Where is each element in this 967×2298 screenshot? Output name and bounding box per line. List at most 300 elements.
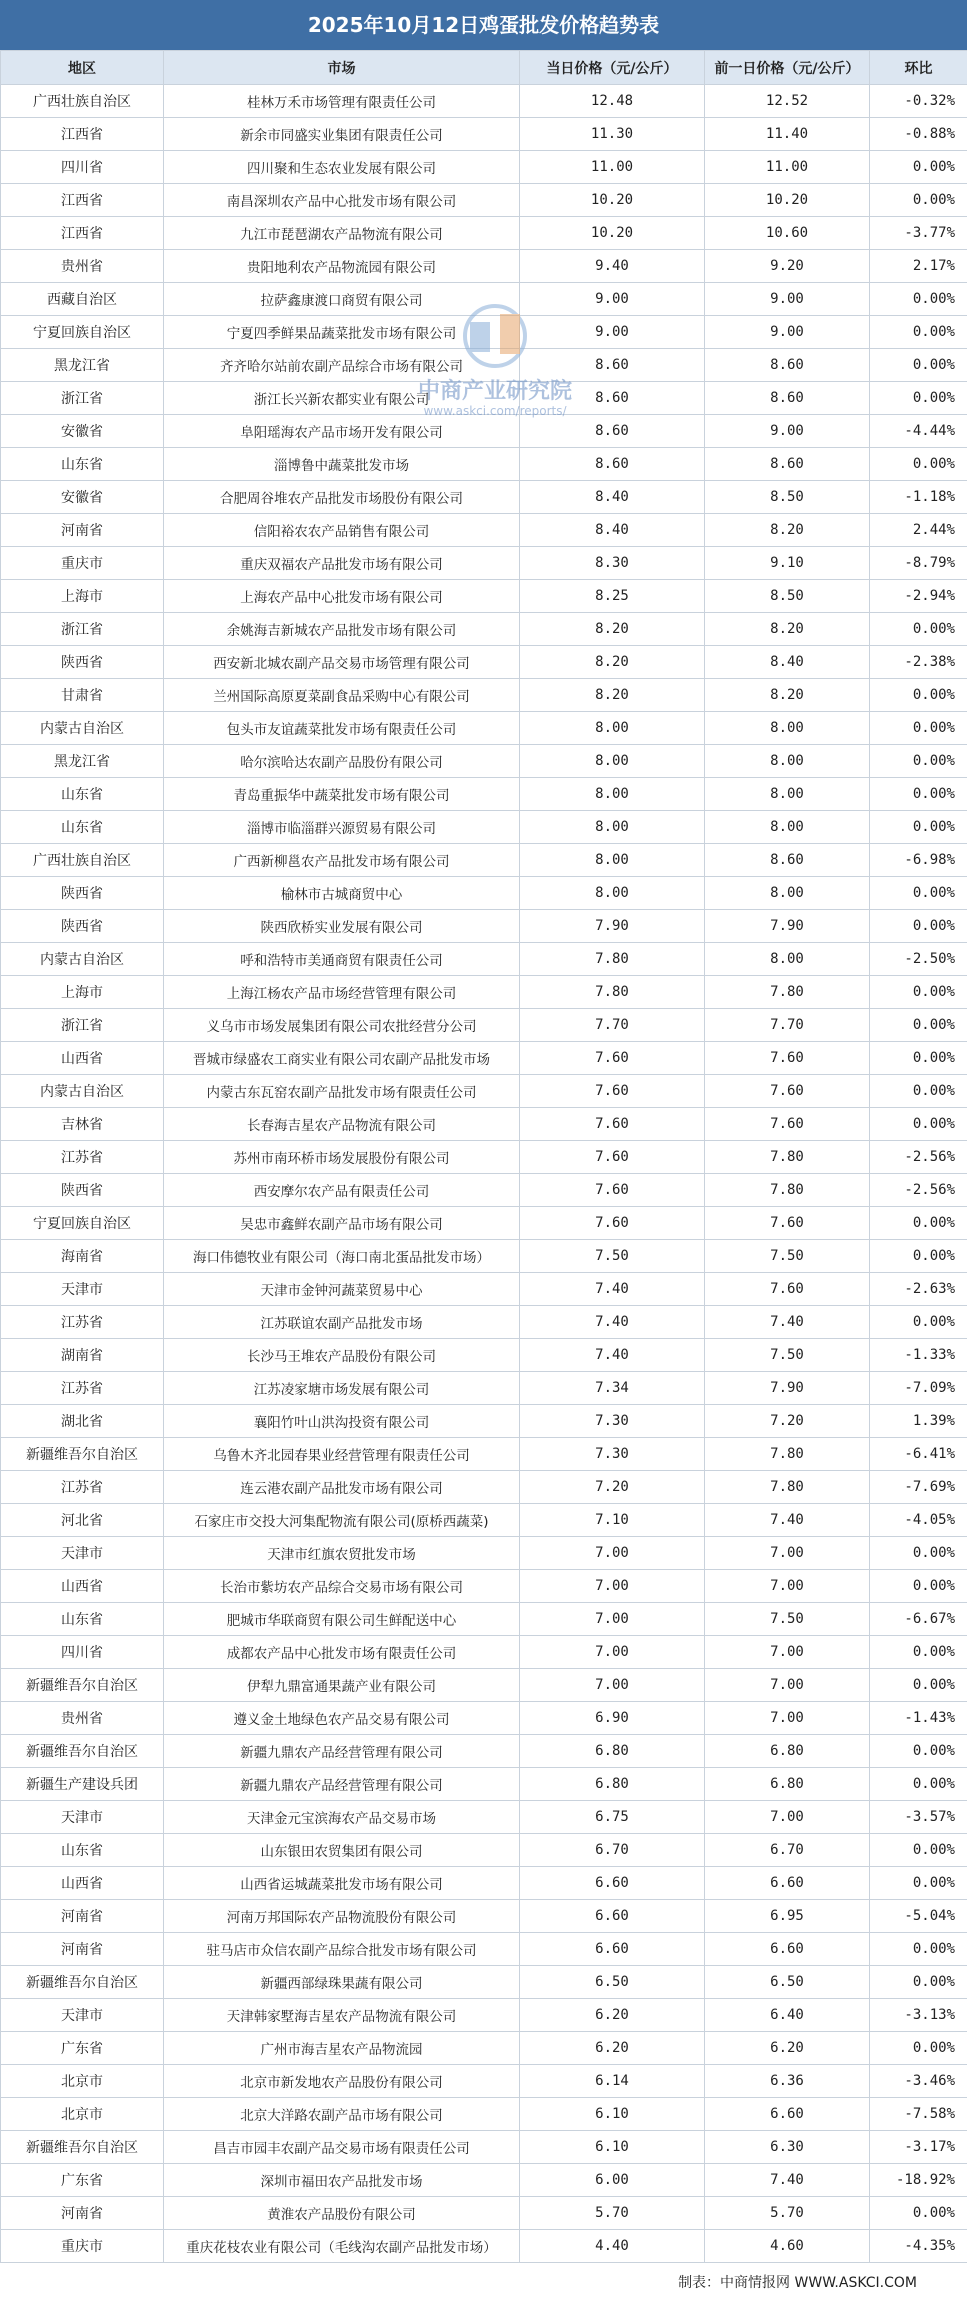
region-cell: 山东省 <box>1 448 164 481</box>
header-region: 地区 <box>1 51 164 85</box>
prev-price-cell: 7.50 <box>705 1339 870 1372</box>
today-price-cell: 7.00 <box>520 1603 705 1636</box>
change-cell: 0.00% <box>870 1570 967 1603</box>
region-cell: 贵州省 <box>1 1702 164 1735</box>
change-cell: -1.18% <box>870 481 967 514</box>
region-cell: 甘肃省 <box>1 679 164 712</box>
today-price-cell: 11.00 <box>520 151 705 184</box>
prev-price-cell: 8.40 <box>705 646 870 679</box>
region-cell: 四川省 <box>1 151 164 184</box>
change-cell: -5.04% <box>870 1900 967 1933</box>
today-price-cell: 6.80 <box>520 1735 705 1768</box>
prev-price-cell: 7.90 <box>705 1372 870 1405</box>
market-cell: 乌鲁木齐北园春果业经营管理有限责任公司 <box>164 1438 520 1471</box>
region-cell: 天津市 <box>1 1273 164 1306</box>
table-row <box>1 349 967 382</box>
region-cell: 天津市 <box>1 1537 164 1570</box>
today-price-cell: 7.00 <box>520 1636 705 1669</box>
prev-price-cell: 4.60 <box>705 2230 870 2263</box>
region-cell: 宁夏回族自治区 <box>1 1207 164 1240</box>
market-cell: 新疆西部绿珠果蔬有限公司 <box>164 1966 520 1999</box>
prev-price-cell: 7.70 <box>705 1009 870 1042</box>
region-cell: 陕西省 <box>1 910 164 943</box>
change-cell: -3.77% <box>870 217 967 250</box>
region-cell: 海南省 <box>1 1240 164 1273</box>
region-cell: 新疆维吾尔自治区 <box>1 1966 164 1999</box>
region-cell: 山西省 <box>1 1867 164 1900</box>
today-price-cell: 8.20 <box>520 646 705 679</box>
table-row <box>1 1966 967 1999</box>
table-row <box>1 1471 967 1504</box>
change-cell: 0.00% <box>870 976 967 1009</box>
table-row <box>1 1636 967 1669</box>
region-cell: 湖南省 <box>1 1339 164 1372</box>
table-row <box>1 1075 967 1108</box>
market-cell: 新疆九鼎农产品经营管理有限公司 <box>164 1735 520 1768</box>
table-row <box>1 415 967 448</box>
table-row <box>1 1174 967 1207</box>
table-row <box>1 910 967 943</box>
region-cell: 安徽省 <box>1 481 164 514</box>
prev-price-cell: 7.80 <box>705 976 870 1009</box>
table-row <box>1 1669 967 1702</box>
prev-price-cell: 7.50 <box>705 1603 870 1636</box>
prev-price-cell: 7.90 <box>705 910 870 943</box>
change-cell: 0.00% <box>870 1075 967 1108</box>
today-price-cell: 7.10 <box>520 1504 705 1537</box>
market-cell: 苏州市南环桥市场发展股份有限公司 <box>164 1141 520 1174</box>
today-price-cell: 7.00 <box>520 1537 705 1570</box>
region-cell: 江西省 <box>1 184 164 217</box>
region-cell: 广西壮族自治区 <box>1 844 164 877</box>
region-cell: 江苏省 <box>1 1471 164 1504</box>
today-price-cell: 6.60 <box>520 1867 705 1900</box>
market-cell: 连云港农副产品批发市场有限公司 <box>164 1471 520 1504</box>
market-cell: 江苏凌家塘市场发展有限公司 <box>164 1372 520 1405</box>
market-cell: 余姚海吉新城农产品批发市场有限公司 <box>164 613 520 646</box>
market-cell: 天津市金钟河蔬菜贸易中心 <box>164 1273 520 1306</box>
prev-price-cell: 6.70 <box>705 1834 870 1867</box>
change-cell: 0.00% <box>870 1669 967 1702</box>
prev-price-cell: 11.40 <box>705 118 870 151</box>
change-cell: -18.92% <box>870 2164 967 2197</box>
table-row <box>1 1306 967 1339</box>
today-price-cell: 7.60 <box>520 1075 705 1108</box>
today-price-cell: 6.90 <box>520 1702 705 1735</box>
prev-price-cell: 8.00 <box>705 811 870 844</box>
prev-price-cell: 7.00 <box>705 1636 870 1669</box>
today-price-cell: 8.60 <box>520 448 705 481</box>
egg-price-table <box>0 50 967 2263</box>
header-prev-price: 前一日价格（元/公斤） <box>705 51 870 85</box>
region-cell: 内蒙古自治区 <box>1 712 164 745</box>
today-price-cell: 8.30 <box>520 547 705 580</box>
today-price-cell: 9.00 <box>520 283 705 316</box>
table-row <box>1 1999 967 2032</box>
table-row <box>1 1339 967 1372</box>
region-cell: 江西省 <box>1 217 164 250</box>
change-cell: 0.00% <box>870 1108 967 1141</box>
table-row <box>1 1042 967 1075</box>
table-row <box>1 2230 967 2263</box>
region-cell: 山东省 <box>1 1834 164 1867</box>
region-cell: 江苏省 <box>1 1306 164 1339</box>
prev-price-cell: 7.60 <box>705 1042 870 1075</box>
market-cell: 驻马店市众信农副产品综合批发市场有限公司 <box>164 1933 520 1966</box>
market-cell: 海口伟德牧业有限公司（海口南北蛋品批发市场） <box>164 1240 520 1273</box>
market-cell: 淄博市临淄群兴源贸易有限公司 <box>164 811 520 844</box>
today-price-cell: 7.60 <box>520 1042 705 1075</box>
region-cell: 内蒙古自治区 <box>1 943 164 976</box>
change-cell: 0.00% <box>870 1207 967 1240</box>
change-cell: -3.17% <box>870 2131 967 2164</box>
market-cell: 浙江长兴新农都实业有限公司 <box>164 382 520 415</box>
prev-price-cell: 9.00 <box>705 316 870 349</box>
prev-price-cell: 6.60 <box>705 2098 870 2131</box>
table-row <box>1 1273 967 1306</box>
prev-price-cell: 6.80 <box>705 1735 870 1768</box>
table-row <box>1 811 967 844</box>
region-cell: 广东省 <box>1 2164 164 2197</box>
region-cell: 山东省 <box>1 811 164 844</box>
today-price-cell: 8.40 <box>520 514 705 547</box>
today-price-cell: 8.60 <box>520 415 705 448</box>
market-cell: 兰州国际高原夏菜副食品采购中心有限公司 <box>164 679 520 712</box>
region-cell: 河南省 <box>1 514 164 547</box>
table-row <box>1 151 967 184</box>
today-price-cell: 4.40 <box>520 2230 705 2263</box>
prev-price-cell: 8.00 <box>705 778 870 811</box>
change-cell: -3.13% <box>870 1999 967 2032</box>
prev-price-cell: 6.30 <box>705 2131 870 2164</box>
change-cell: -2.56% <box>870 1141 967 1174</box>
region-cell: 重庆市 <box>1 547 164 580</box>
prev-price-cell: 10.20 <box>705 184 870 217</box>
prev-price-cell: 6.36 <box>705 2065 870 2098</box>
change-cell: -4.44% <box>870 415 967 448</box>
market-cell: 北京大洋路农副产品市场有限公司 <box>164 2098 520 2131</box>
today-price-cell: 7.00 <box>520 1669 705 1702</box>
region-cell: 重庆市 <box>1 2230 164 2263</box>
today-price-cell: 8.60 <box>520 349 705 382</box>
today-price-cell: 7.20 <box>520 1471 705 1504</box>
region-cell: 新疆维吾尔自治区 <box>1 1669 164 1702</box>
today-price-cell: 7.60 <box>520 1174 705 1207</box>
change-cell: 0.00% <box>870 1306 967 1339</box>
region-cell: 新疆维吾尔自治区 <box>1 2131 164 2164</box>
change-cell: -1.43% <box>870 1702 967 1735</box>
region-cell: 黑龙江省 <box>1 745 164 778</box>
change-cell: 2.17% <box>870 250 967 283</box>
change-cell: 0.00% <box>870 283 967 316</box>
market-cell: 西安新北城农副产品交易市场管理有限公司 <box>164 646 520 679</box>
table-header-row <box>1 51 967 85</box>
region-cell: 浙江省 <box>1 613 164 646</box>
market-cell: 山西省运城蔬菜批发市场有限公司 <box>164 1867 520 1900</box>
change-cell: 0.00% <box>870 877 967 910</box>
market-cell: 上海江杨农产品市场经营管理有限公司 <box>164 976 520 1009</box>
market-cell: 重庆花枝农业有限公司（毛线沟农副产品批发市场） <box>164 2230 520 2263</box>
today-price-cell: 8.20 <box>520 613 705 646</box>
region-cell: 新疆维吾尔自治区 <box>1 1735 164 1768</box>
prev-price-cell: 8.50 <box>705 580 870 613</box>
table-row <box>1 1801 967 1834</box>
today-price-cell: 6.60 <box>520 1933 705 1966</box>
today-price-cell: 7.60 <box>520 1108 705 1141</box>
today-price-cell: 7.60 <box>520 1141 705 1174</box>
prev-price-cell: 5.70 <box>705 2197 870 2230</box>
prev-price-cell: 8.60 <box>705 382 870 415</box>
prev-price-cell: 6.60 <box>705 1867 870 1900</box>
market-cell: 重庆双福农产品批发市场有限公司 <box>164 547 520 580</box>
region-cell: 黑龙江省 <box>1 349 164 382</box>
market-cell: 长沙马王堆农产品股份有限公司 <box>164 1339 520 1372</box>
change-cell: -6.41% <box>870 1438 967 1471</box>
table-row <box>1 448 967 481</box>
region-cell: 河南省 <box>1 1933 164 1966</box>
change-cell: 0.00% <box>870 811 967 844</box>
page-title: 2025年10月12日鸡蛋批发价格趋势表 <box>0 0 967 50</box>
region-cell: 广东省 <box>1 2032 164 2065</box>
prev-price-cell: 9.20 <box>705 250 870 283</box>
table-row <box>1 1405 967 1438</box>
change-cell: 0.00% <box>870 1834 967 1867</box>
table-row <box>1 1504 967 1537</box>
today-price-cell: 8.00 <box>520 844 705 877</box>
market-cell: 长治市紫坊农产品综合交易市场有限公司 <box>164 1570 520 1603</box>
today-price-cell: 7.80 <box>520 943 705 976</box>
table-row <box>1 1537 967 1570</box>
today-price-cell: 7.40 <box>520 1306 705 1339</box>
market-cell: 新疆九鼎农产品经营管理有限公司 <box>164 1768 520 1801</box>
today-price-cell: 9.00 <box>520 316 705 349</box>
table-body <box>1 85 967 2263</box>
table-row <box>1 976 967 1009</box>
region-cell: 江苏省 <box>1 1141 164 1174</box>
today-price-cell: 8.00 <box>520 745 705 778</box>
prev-price-cell: 6.50 <box>705 1966 870 1999</box>
today-price-cell: 12.48 <box>520 85 705 118</box>
prev-price-cell: 8.00 <box>705 745 870 778</box>
change-cell: 0.00% <box>870 679 967 712</box>
change-cell: -2.38% <box>870 646 967 679</box>
market-cell: 河南万邦国际农产品物流股份有限公司 <box>164 1900 520 1933</box>
change-cell: 0.00% <box>870 613 967 646</box>
change-cell: 0.00% <box>870 1537 967 1570</box>
market-cell: 深圳市福田农产品批发市场 <box>164 2164 520 2197</box>
table-row <box>1 382 967 415</box>
table-row <box>1 184 967 217</box>
change-cell: 0.00% <box>870 448 967 481</box>
table-row <box>1 1438 967 1471</box>
today-price-cell: 11.30 <box>520 118 705 151</box>
region-cell: 江苏省 <box>1 1372 164 1405</box>
table-row <box>1 778 967 811</box>
today-price-cell: 8.60 <box>520 382 705 415</box>
change-cell: 0.00% <box>870 349 967 382</box>
region-cell: 山东省 <box>1 1603 164 1636</box>
today-price-cell: 6.14 <box>520 2065 705 2098</box>
change-cell: -4.35% <box>870 2230 967 2263</box>
change-cell: 0.00% <box>870 745 967 778</box>
market-cell: 九江市琵琶湖农产品物流有限公司 <box>164 217 520 250</box>
market-cell: 内蒙古东瓦窑农副产品批发市场有限责任公司 <box>164 1075 520 1108</box>
market-cell: 义乌市市场发展集团有限公司农批经营分公司 <box>164 1009 520 1042</box>
market-cell: 襄阳竹叶山洪沟投资有限公司 <box>164 1405 520 1438</box>
today-price-cell: 6.60 <box>520 1900 705 1933</box>
today-price-cell: 10.20 <box>520 217 705 250</box>
region-cell: 山西省 <box>1 1570 164 1603</box>
prev-price-cell: 8.00 <box>705 943 870 976</box>
change-cell: 0.00% <box>870 1735 967 1768</box>
today-price-cell: 7.00 <box>520 1570 705 1603</box>
market-cell: 天津市红旗农贸批发市场 <box>164 1537 520 1570</box>
region-cell: 贵州省 <box>1 250 164 283</box>
change-cell: -3.57% <box>870 1801 967 1834</box>
change-cell: 1.39% <box>870 1405 967 1438</box>
market-cell: 昌吉市园丰农副产品交易市场有限责任公司 <box>164 2131 520 2164</box>
prev-price-cell: 8.00 <box>705 712 870 745</box>
prev-price-cell: 9.10 <box>705 547 870 580</box>
today-price-cell: 8.00 <box>520 811 705 844</box>
change-cell: 0.00% <box>870 910 967 943</box>
table-row <box>1 1933 967 1966</box>
prev-price-cell: 7.00 <box>705 1537 870 1570</box>
today-price-cell: 8.20 <box>520 679 705 712</box>
today-price-cell: 7.70 <box>520 1009 705 1042</box>
table-row <box>1 1735 967 1768</box>
footer-source: 制表：中商情报网 WWW.ASKCI.COM <box>678 2275 917 2291</box>
table-row <box>1 481 967 514</box>
table-row <box>1 2032 967 2065</box>
table-row <box>1 1240 967 1273</box>
today-price-cell: 6.20 <box>520 1999 705 2032</box>
market-cell: 桂林万禾市场管理有限责任公司 <box>164 85 520 118</box>
prev-price-cell: 7.40 <box>705 1306 870 1339</box>
table-row <box>1 1372 967 1405</box>
market-cell: 上海农产品中心批发市场有限公司 <box>164 580 520 613</box>
prev-price-cell: 7.80 <box>705 1141 870 1174</box>
market-cell: 合肥周谷堆农产品批发市场股份有限公司 <box>164 481 520 514</box>
change-cell: -7.58% <box>870 2098 967 2131</box>
region-cell: 吉林省 <box>1 1108 164 1141</box>
change-cell: -3.46% <box>870 2065 967 2098</box>
watermark-url: www.askci.com/reports/ <box>423 404 567 418</box>
change-cell: 0.00% <box>870 712 967 745</box>
region-cell: 江西省 <box>1 118 164 151</box>
market-cell: 伊犁九鼎富通果蔬产业有限公司 <box>164 1669 520 1702</box>
market-cell: 淄博鲁中蔬菜批发市场 <box>164 448 520 481</box>
change-cell: -6.98% <box>870 844 967 877</box>
table-row <box>1 679 967 712</box>
table-row <box>1 2197 967 2230</box>
change-cell: -2.56% <box>870 1174 967 1207</box>
change-cell: -4.05% <box>870 1504 967 1537</box>
prev-price-cell: 8.60 <box>705 349 870 382</box>
market-cell: 呼和浩特市美通商贸有限责任公司 <box>164 943 520 976</box>
market-cell: 四川聚和生态农业发展有限公司 <box>164 151 520 184</box>
header-change: 环比 <box>870 51 967 85</box>
region-cell: 山西省 <box>1 1042 164 1075</box>
prev-price-cell: 7.60 <box>705 1273 870 1306</box>
table-row <box>1 943 967 976</box>
market-cell: 南昌深圳农产品中心批发市场有限公司 <box>164 184 520 217</box>
prev-price-cell: 6.60 <box>705 1933 870 1966</box>
prev-price-cell: 6.20 <box>705 2032 870 2065</box>
prev-price-cell: 7.00 <box>705 1669 870 1702</box>
today-price-cell: 7.90 <box>520 910 705 943</box>
prev-price-cell: 7.80 <box>705 1174 870 1207</box>
market-cell: 齐齐哈尔站前农副产品综合市场有限公司 <box>164 349 520 382</box>
region-cell: 浙江省 <box>1 382 164 415</box>
prev-price-cell: 7.80 <box>705 1438 870 1471</box>
prev-price-cell: 7.80 <box>705 1471 870 1504</box>
table-row <box>1 118 967 151</box>
region-cell: 上海市 <box>1 580 164 613</box>
region-cell: 西藏自治区 <box>1 283 164 316</box>
table-row <box>1 1900 967 1933</box>
table-row <box>1 1570 967 1603</box>
market-cell: 成都农产品中心批发市场有限责任公司 <box>164 1636 520 1669</box>
change-cell: 0.00% <box>870 2032 967 2065</box>
today-price-cell: 6.80 <box>520 1768 705 1801</box>
watermark-text: 中商产业研究院 <box>417 379 572 404</box>
prev-price-cell: 9.00 <box>705 283 870 316</box>
market-cell: 长春海吉星农产品物流有限公司 <box>164 1108 520 1141</box>
table-row <box>1 1867 967 1900</box>
prev-price-cell: 11.00 <box>705 151 870 184</box>
table-row <box>1 316 967 349</box>
today-price-cell: 9.40 <box>520 250 705 283</box>
region-cell: 北京市 <box>1 2098 164 2131</box>
today-price-cell: 7.30 <box>520 1405 705 1438</box>
market-cell: 天津韩家墅海吉星农产品物流有限公司 <box>164 1999 520 2032</box>
region-cell: 内蒙古自治区 <box>1 1075 164 1108</box>
market-cell: 拉萨鑫康渡口商贸有限公司 <box>164 283 520 316</box>
table-row <box>1 2065 967 2098</box>
prev-price-cell: 6.40 <box>705 1999 870 2032</box>
change-cell: 0.00% <box>870 1768 967 1801</box>
market-cell: 遵义金土地绿色农产品交易有限公司 <box>164 1702 520 1735</box>
prev-price-cell: 6.80 <box>705 1768 870 1801</box>
table-row <box>1 2098 967 2131</box>
table-row <box>1 547 967 580</box>
table-row <box>1 877 967 910</box>
change-cell: -0.88% <box>870 118 967 151</box>
table-row <box>1 1141 967 1174</box>
prev-price-cell: 7.60 <box>705 1075 870 1108</box>
today-price-cell: 6.10 <box>520 2098 705 2131</box>
region-cell: 浙江省 <box>1 1009 164 1042</box>
today-price-cell: 7.40 <box>520 1339 705 1372</box>
market-cell: 山东银田农贸集团有限公司 <box>164 1834 520 1867</box>
today-price-cell: 10.20 <box>520 184 705 217</box>
change-cell: 0.00% <box>870 1009 967 1042</box>
change-cell: 0.00% <box>870 151 967 184</box>
today-price-cell: 7.34 <box>520 1372 705 1405</box>
today-price-cell: 6.75 <box>520 1801 705 1834</box>
change-cell: 0.00% <box>870 1636 967 1669</box>
prev-price-cell: 7.00 <box>705 1570 870 1603</box>
market-cell: 西安摩尔农产品有限责任公司 <box>164 1174 520 1207</box>
market-cell: 贵阳地利农产品物流园有限公司 <box>164 250 520 283</box>
change-cell: -1.33% <box>870 1339 967 1372</box>
market-cell: 阜阳瑶海农产品市场开发有限公司 <box>164 415 520 448</box>
region-cell: 河南省 <box>1 2197 164 2230</box>
change-cell: 0.00% <box>870 1042 967 1075</box>
market-cell: 新余市同盛实业集团有限责任公司 <box>164 118 520 151</box>
today-price-cell: 8.00 <box>520 877 705 910</box>
